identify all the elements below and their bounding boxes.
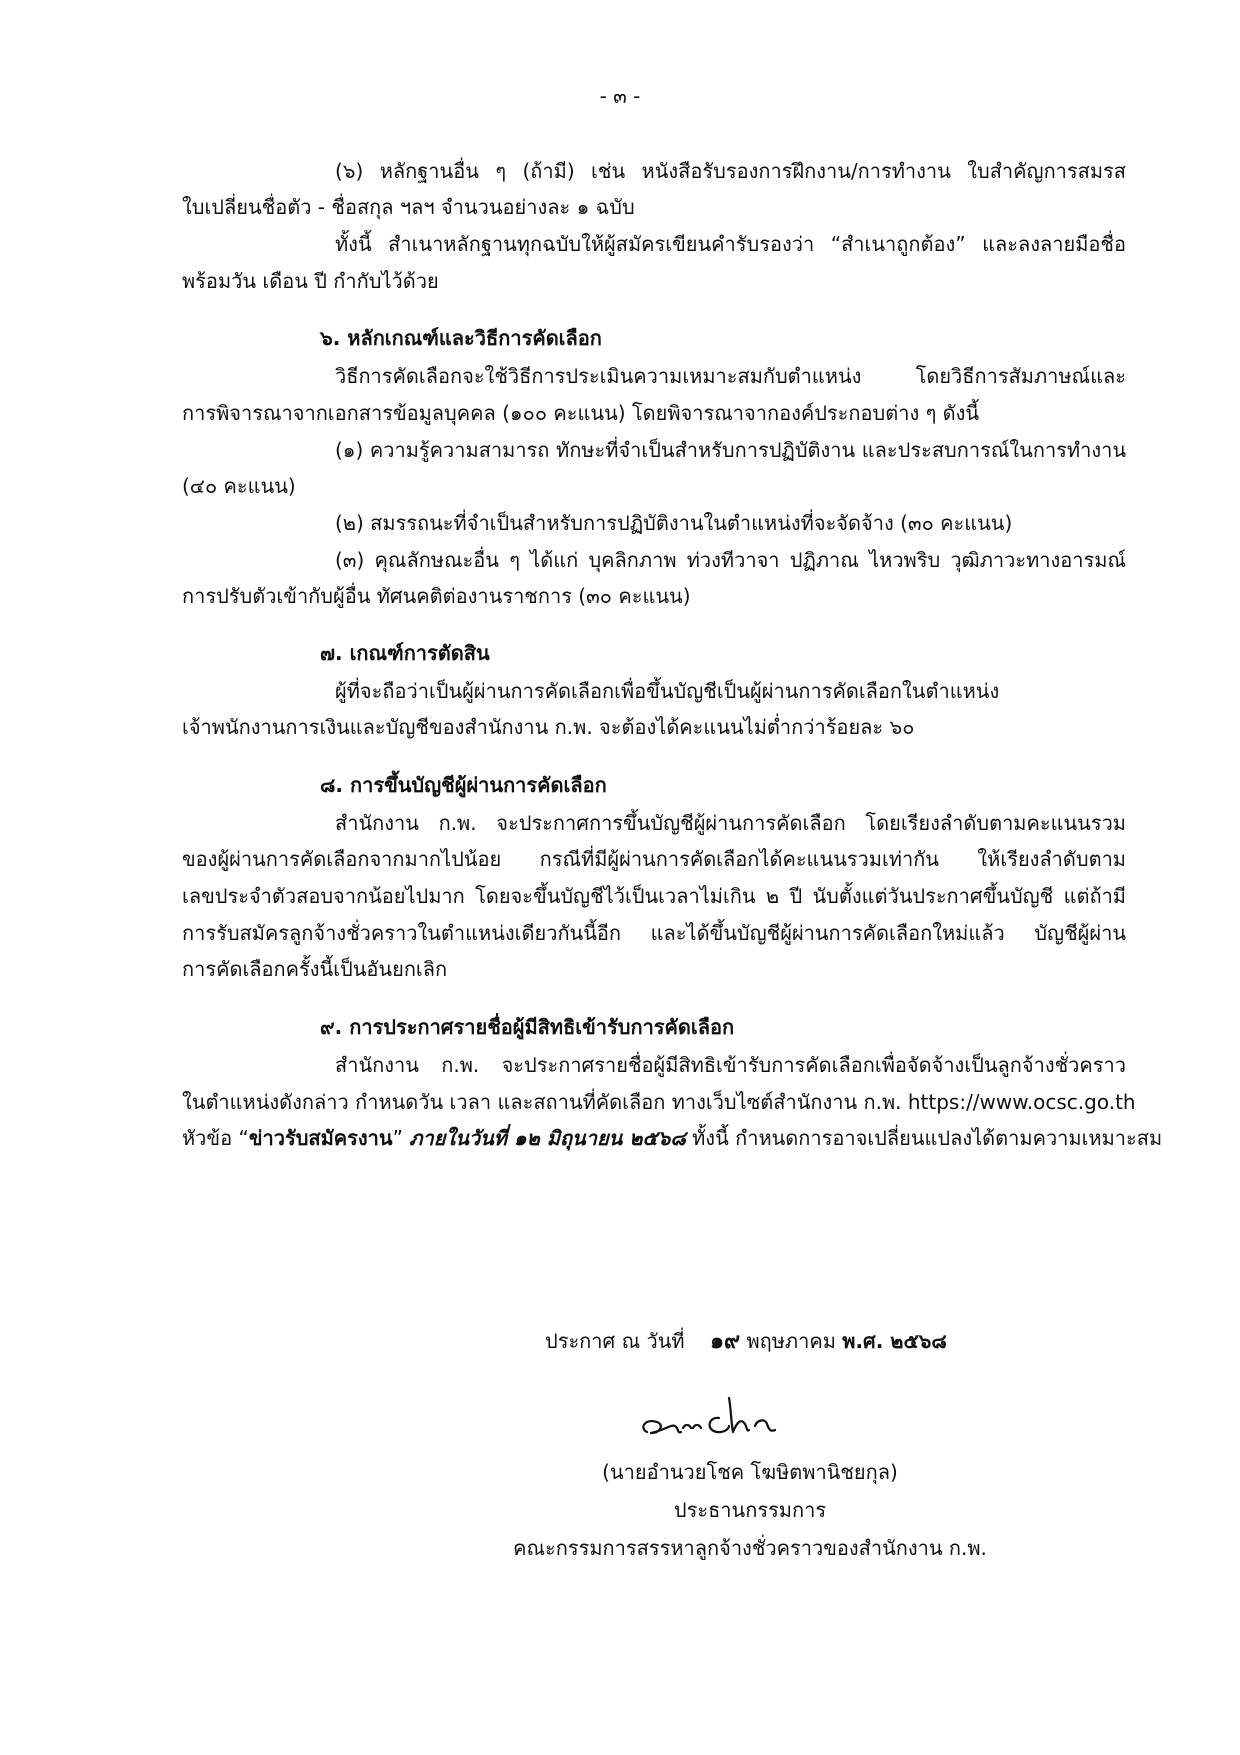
section-8-line2: ของผู้ผ่านการคัดเลือกจากมากไปน้อย กรณีที่มีผู้ผ่านการคัดเลือกได้คะแนนรวมเท่ากัน ให้เรียงลำดับตาม [182, 847, 1126, 871]
signatory-name: (นายอำนวยโชค โฆษิตพานิชยกุล) [602, 1460, 898, 1484]
schedule-note: ทั้งนี้ กำหนดการอาจเปลี่ยนแปลงได้ตามความเหมาะสม [685, 1126, 1163, 1150]
section-8-line5: การคัดเลือกครั้งนี้เป็นอันยกเลิก [182, 957, 448, 981]
announcement-prefix: ประกาศ ณ วันที่ [545, 1329, 685, 1353]
section-9-line2: ในตำแหน่งดังกล่าว กำหนดวัน เวลา และสถานที่คัดเลือก ทางเว็บไซต์สำนักงาน ก.พ. https://www.ocsc.go.th [182, 1090, 1136, 1114]
deadline-date: ภายในวันที่ ๑๒ มิถุนายน ๒๕๖๘ [409, 1126, 686, 1150]
section-8-heading: ๘. การขึ้นบัญชีผู้ผ่านการคัดเลือก [320, 773, 607, 797]
section-9-heading: ๙. การประกาศรายชื่อผู้มีสิทธิเข้ารับการคัดเลือก [320, 1015, 735, 1039]
section-6-item1-line1: (๑) ความรู้ความสามารถ ทักษะที่จำเป็นสำหรับการปฏิบัติงาน และประสบการณ์ในการทำงาน [335, 438, 1126, 462]
section-7-line1: ผู้ที่จะถือว่าเป็นผู้ผ่านการคัดเลือกเพื่อขึ้นบัญชีเป็นผู้ผ่านการคัดเลือกในตำแหน่ง [335, 679, 1000, 703]
page-number: - ๓ - [599, 84, 641, 108]
section-6-heading: ๖. หลักเกณฑ์และวิธีการคัดเลือก [320, 326, 602, 350]
signatory-title: ประธานกรรมการ [673, 1498, 827, 1522]
section-7-line2: เจ้าพนักงานการเงินและบัญชีของสำนักงาน ก.พ. จะต้องได้คะแนนไม่ต่ำกว่าร้อยละ ๖๐ [182, 715, 915, 739]
section-6-item2: (๒) สมรรถนะที่จำเป็นสำหรับการปฏิบัติงานในตำแหน่งที่จะจัดจ้าง (๓๐ คะแนน) [335, 511, 1013, 535]
announcement-month: พฤษภาคม [746, 1329, 836, 1353]
announcement-era: พ.ศ. ๒๕๖๘ [842, 1329, 947, 1353]
section-8-line3: เลขประจำตัวสอบจากน้อยไปมาก โดยจะขึ้นบัญชีไว้เป็นเวลาไม่เกิน ๒ ปี นับตั้งแต่วันประกาศขึ้นบัญชี แต่ถ้ามี [182, 884, 1126, 908]
section-9-line1: สำนักงาน ก.พ. จะประกาศรายชื่อผู้มีสิทธิเข้ารับการคัดเลือกเพื่อจัดจ้างเป็นลูกจ้างชั่วคราว [335, 1053, 1126, 1077]
docs-note-line1: ทั้งนี้ สำเนาหลักฐานทุกฉบับให้ผู้สมัครเขียนคำรับรองว่า “สำเนาถูกต้อง” และลงลายมือชื่อ [335, 232, 1126, 256]
signature-image [625, 1378, 795, 1448]
section-6-item3-line1: (๓) คุณลักษณะอื่น ๆ ได้แก่ บุคลิกภาพ ท่วงทีวาจา ปฏิภาณ ไหวพริบ วุฒิภาวะทางอารมณ์ [335, 548, 1126, 572]
announcement-date [545, 1326, 947, 1357]
topic-news: ข่าวรับสมัครงาน [248, 1126, 393, 1150]
section-8-line4: การรับสมัครลูกจ้างชั่วคราวในตำแหน่งเดียวกันนี้อีก และได้ขึ้นบัญชีผู้ผ่านการคัดเลือกใหม่แล้ว บัญชีผู้ผ่าน [182, 921, 1126, 945]
section-6-item1-line2: (๔๐ คะแนน) [182, 474, 296, 498]
section-6-line1: วิธีการคัดเลือกจะใช้วิธีการประเมินความเหมาะสมกับตำแหน่ง โดยวิธีการสัมภาษณ์และ [335, 364, 1126, 388]
docs-item-6-line2: ใบเปลี่ยนชื่อตัว - ชื่อสกุล ฯลฯ จำนวนอย่างละ ๑ ฉบับ [182, 195, 635, 219]
section-6-item3-line2: การปรับตัวเข้ากับผู้อื่น ทัศนคติต่องานราชการ (๓๐ คะแนน) [182, 584, 691, 608]
section-9-line3 [182, 1123, 1163, 1153]
committee-name: คณะกรรมการสรรหาลูกจ้างชั่วคราวของสำนักงาน ก.พ. [513, 1536, 987, 1560]
announcement-day: ๑๙ [710, 1329, 741, 1354]
topic-close-quote: ” [392, 1126, 410, 1150]
section-6-line2: การพิจารณาจากเอกสารข้อมูลบุคคล (๑๐๐ คะแนน) โดยพิจารณาจากองค์ประกอบต่าง ๆ ดังนี้ [182, 401, 980, 425]
section-7-heading: ๗. เกณฑ์การตัดสิน [320, 641, 490, 665]
docs-note-line2: พร้อมวัน เดือน ปี กำกับไว้ด้วย [182, 269, 439, 293]
section-8-line1: สำนักงาน ก.พ. จะประกาศการขึ้นบัญชีผู้ผ่านการคัดเลือก โดยเรียงลำดับตามคะแนนรวม [335, 811, 1126, 835]
topic-prefix: หัวข้อ “ [182, 1126, 249, 1150]
docs-item-6-line1: (๖) หลักฐานอื่น ๆ (ถ้ามี) เช่น หนังสือรับรองการฝึกงาน/การทำงาน ใบสำคัญการสมรส [335, 159, 1126, 183]
